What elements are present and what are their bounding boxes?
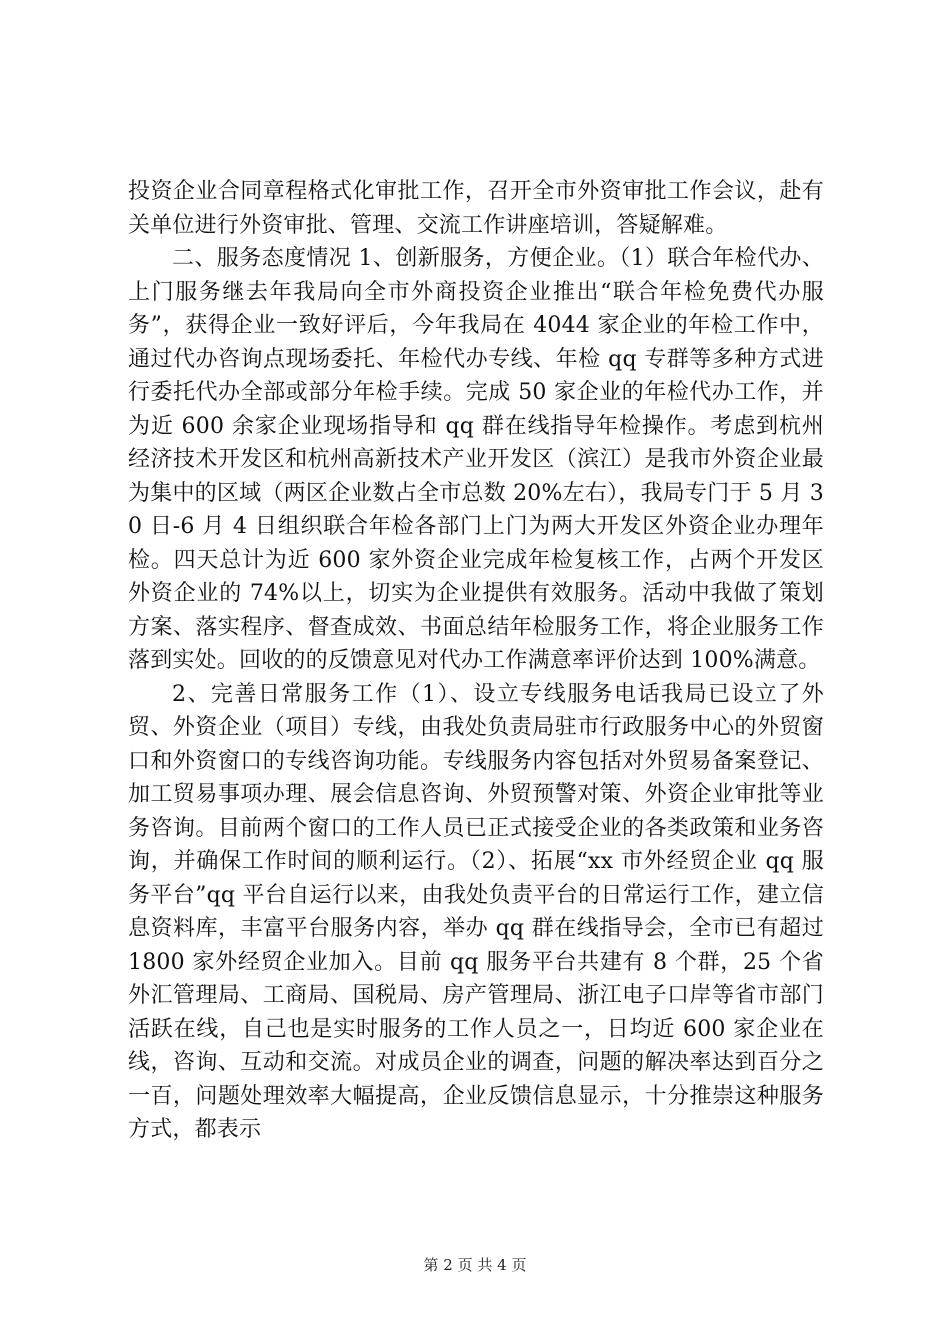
page-footer: 第 2 页 共 4 页 xyxy=(423,1256,527,1274)
document-body xyxy=(128,175,824,1147)
paragraph-3: 2、完善日常服务工作（1）、设立专线服务电话我局已设立了外贸、外资企业（项目）专线，由我处负责局驻市行政服务中心的外贸窗口和外资窗口的专线咨询功能。专线服务内容包括对外贸易备案登记、加工贸易事项办理、展会信息咨询、外贸预警对策、外资企业审批等业务咨询。目前两个窗口的工作人员已正式接受企业的各类政策和业务咨询，并确保工作时间的顺利运行。（2）、拓展“xx 市外经贸企业 qq 服务平台”qq 平台自运行以来，由我处负责平台的日常运行工作，建立信息资料库，丰富平台服务内容，举办 qq 群在线指导会，全市已有超过 1800 家外经贸企业加入。目前 qq 服务平台共建有 8 个群，25 个省外汇管理局、工商局、国税局、房产管理局、浙江电子口岸等省市部门活跃在线，自己也是实时服务的工作人员之一，日均近 600 家企业在线，咨询、互动和交流。对成员企业的调查，问题的解决率达到百分之一百，问题处理效率大幅提高，企业反馈信息显示，十分推崇这种服务方式，都表示 xyxy=(128,681,824,1142)
paragraph-2: 二、服务态度情况 1、创新服务，方便企业。（1）联合年检代办、上门服务继去年我局向全市外商投资企业推出“联合年检免费代办服务”，获得企业一致好评后，今年我局在 4044 家企业的年检工作中，通过代办咨询点现场委托、年检代办专线、年检 qq 专群等多种方式进行委托代办全部或部分年检手续。完成 50 家企业的年检代办工作，并为近 600 余家企业现场指导和 qq 群在线指导年检操作。考虑到杭州经济技术开发区和杭州高新技术产业开发区（滨江）是我市外资企业最为集中的区域（两区企业数占全市总数 20%左右），我局专门于 5 月 30 日-6 月 4 日组织联合年检各部门上门为两大开发区外资企业办理年检。四天总计为近 600 家外资企业完成年检复核工作，占两个开发区外资企业的 74%以上，切实为企业提供有效服务。活动中我做了策划方案、落实程序、督查成效、书面总结年检服务工作，将企业服务工作落到实处。回收的的反馈意见对代办工作满意率评价达到 100%满意。 xyxy=(128,246,824,673)
paragraph-1: 投资企业合同章程格式化审批工作，召开全市外资审批工作会议，赴有关单位进行外资审批、管理、交流工作讲座培训，答疑解难。 xyxy=(128,179,824,238)
